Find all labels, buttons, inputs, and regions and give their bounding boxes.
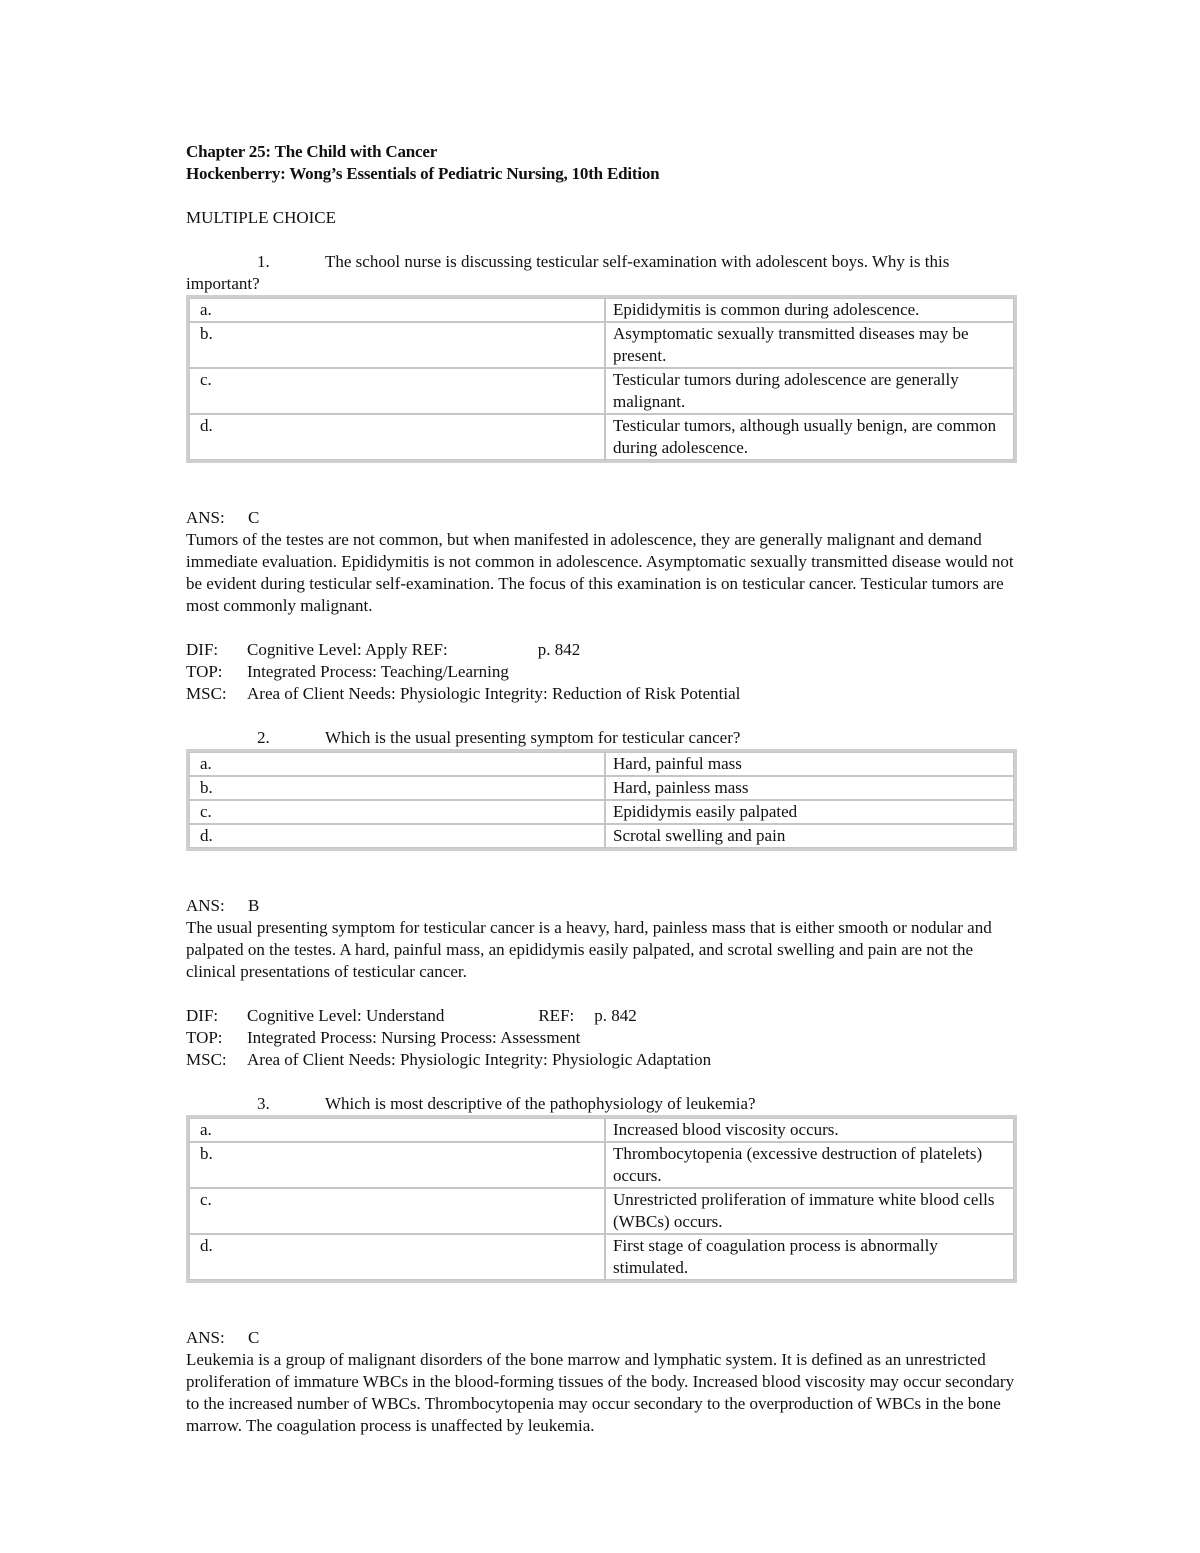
option-text: Testicular tumors, although usually benign, are common during adolescence. xyxy=(605,414,1014,460)
question-2 xyxy=(186,727,1016,1071)
question-stem xyxy=(186,1093,1016,1115)
option-text: Hard, painful mass xyxy=(605,752,1014,776)
dif-line xyxy=(186,1005,1016,1027)
ref-label: REF: xyxy=(411,640,448,659)
option-row xyxy=(189,752,1014,776)
answer-label: ANS: xyxy=(186,896,225,915)
rationale: Leukemia is a group of malignant disorders of the bone marrow and lymphatic system. It is defined as an unrestricted proliferation of immature WBCs in the blood-forming tissues of the body. Increased blood viscosity may occur secondary to the increased number of WBCs. Thrombocytopenia may occur secondary to the overproduction of WBCs in the bone marrow. The coagulation process is unaffected by leukemia. xyxy=(186,1350,1015,1435)
dif-value: Cognitive Level: Understand xyxy=(247,1006,445,1025)
ref-label: REF: xyxy=(538,1006,575,1025)
msc-label: MSC: xyxy=(186,1050,227,1069)
option-row xyxy=(189,414,1014,460)
question-number: 2. xyxy=(257,728,270,747)
option-row xyxy=(189,1118,1014,1142)
option-row xyxy=(189,1188,1014,1234)
answer-value: C xyxy=(248,1328,260,1347)
question-metadata xyxy=(186,639,1016,705)
option-letter: b. xyxy=(189,322,605,368)
question-1 xyxy=(186,251,1016,705)
option-letter: b. xyxy=(189,1142,605,1188)
ref-value: p. 842 xyxy=(537,640,581,659)
option-text: Scrotal swelling and pain xyxy=(605,824,1014,848)
top-value: Integrated Process: Teaching/Learning xyxy=(247,662,509,681)
question-3 xyxy=(186,1093,1016,1437)
question-metadata xyxy=(186,1005,1016,1071)
document-page xyxy=(186,141,1016,1437)
option-letter: c. xyxy=(189,800,605,824)
question-text: Which is the usual presenting symptom for testicular cancer? xyxy=(325,728,741,747)
top-line xyxy=(186,1027,1016,1049)
option-text: Thrombocytopenia (excessive destruction of platelets) occurs. xyxy=(605,1142,1014,1188)
option-letter: a. xyxy=(189,298,605,322)
options-table xyxy=(186,749,1017,851)
answer-label: ANS: xyxy=(186,1328,225,1347)
option-letter: d. xyxy=(189,824,605,848)
option-text: Unrestricted proliferation of immature white blood cells (WBCs) occurs. xyxy=(605,1188,1014,1234)
option-letter: d. xyxy=(189,414,605,460)
answer-block xyxy=(186,895,1016,983)
option-letter: b. xyxy=(189,776,605,800)
answer-block xyxy=(186,1327,1016,1437)
msc-value: Area of Client Needs: Physiologic Integrity: Reduction of Risk Potential xyxy=(247,684,741,703)
question-text: The school nurse is discussing testicular self-examination with adolescent boys. Why is this important? xyxy=(186,252,950,293)
rationale: Tumors of the testes are not common, but when manifested in adolescence, they are generally malignant and demand immediate evaluation. Epididymitis is not common in adolescence. Asymptomatic sexually transmitted disease would not be evident during testicular self-examination. The focus of this examination is on testicular cancer. Testicular tumors are most commonly malignant. xyxy=(186,530,1014,615)
option-row xyxy=(189,776,1014,800)
option-letter: a. xyxy=(189,1118,605,1142)
answer-line xyxy=(186,1327,1016,1349)
ref-value: p. 842 xyxy=(594,1006,637,1025)
top-label: TOP: xyxy=(186,662,223,681)
option-text: Testicular tumors during adolescence are generally malignant. xyxy=(605,368,1014,414)
dif-label: DIF: xyxy=(186,640,219,659)
option-letter: a. xyxy=(189,752,605,776)
answer-block xyxy=(186,507,1016,617)
question-number: 1. xyxy=(257,252,270,271)
option-letter: c. xyxy=(189,368,605,414)
option-row xyxy=(189,322,1014,368)
msc-label: MSC: xyxy=(186,684,227,703)
options-table xyxy=(186,295,1017,463)
option-row xyxy=(189,368,1014,414)
option-text: Epididymitis is common during adolescence. xyxy=(605,298,1014,322)
top-line xyxy=(186,661,1016,683)
chapter-title: Chapter 25: The Child with Cancer xyxy=(186,142,438,161)
answer-value: B xyxy=(248,896,260,915)
option-letter: d. xyxy=(189,1234,605,1280)
answer-label: ANS: xyxy=(186,508,225,527)
answer-line xyxy=(186,895,1016,917)
section-title: MULTIPLE CHOICE xyxy=(186,208,337,227)
option-text: Increased blood viscosity occurs. xyxy=(605,1118,1014,1142)
rationale: The usual presenting symptom for testicular cancer is a heavy, hard, painless mass that is either smooth or nodular and palpated on the testes. A hard, painful mass, an epididymis easily palpated, and scrotal swelling and pain are not the clinical presentations of testicular cancer. xyxy=(186,918,992,981)
option-row xyxy=(189,1142,1014,1188)
option-row xyxy=(189,824,1014,848)
option-text: Asymptomatic sexually transmitted diseases may be present. xyxy=(605,322,1014,368)
top-label: TOP: xyxy=(186,1028,223,1047)
msc-value: Area of Client Needs: Physiologic Integrity: Physiologic Adaptation xyxy=(247,1050,712,1069)
dif-label: DIF: xyxy=(186,1006,219,1025)
options-table xyxy=(186,1115,1017,1283)
question-text: Which is most descriptive of the pathophysiology of leukemia? xyxy=(325,1094,756,1113)
top-value: Integrated Process: Nursing Process: Assessment xyxy=(247,1028,581,1047)
msc-line xyxy=(186,1049,1016,1071)
book-title: Hockenberry: Wong’s Essentials of Pediatric Nursing, 10th Edition xyxy=(186,164,660,183)
msc-line xyxy=(186,683,1016,705)
question-stem xyxy=(186,251,1016,295)
option-row xyxy=(189,1234,1014,1280)
answer-value: C xyxy=(248,508,260,527)
option-text: First stage of coagulation process is abnormally stimulated. xyxy=(605,1234,1014,1280)
option-row xyxy=(189,800,1014,824)
question-number: 3. xyxy=(257,1094,270,1113)
option-row xyxy=(189,298,1014,322)
option-text: Hard, painless mass xyxy=(605,776,1014,800)
question-stem xyxy=(186,727,1016,749)
option-text: Epididymis easily palpated xyxy=(605,800,1014,824)
answer-line xyxy=(186,507,1016,529)
dif-value: Cognitive Level: Apply xyxy=(247,640,408,659)
option-letter: c. xyxy=(189,1188,605,1234)
dif-line xyxy=(186,639,1016,661)
